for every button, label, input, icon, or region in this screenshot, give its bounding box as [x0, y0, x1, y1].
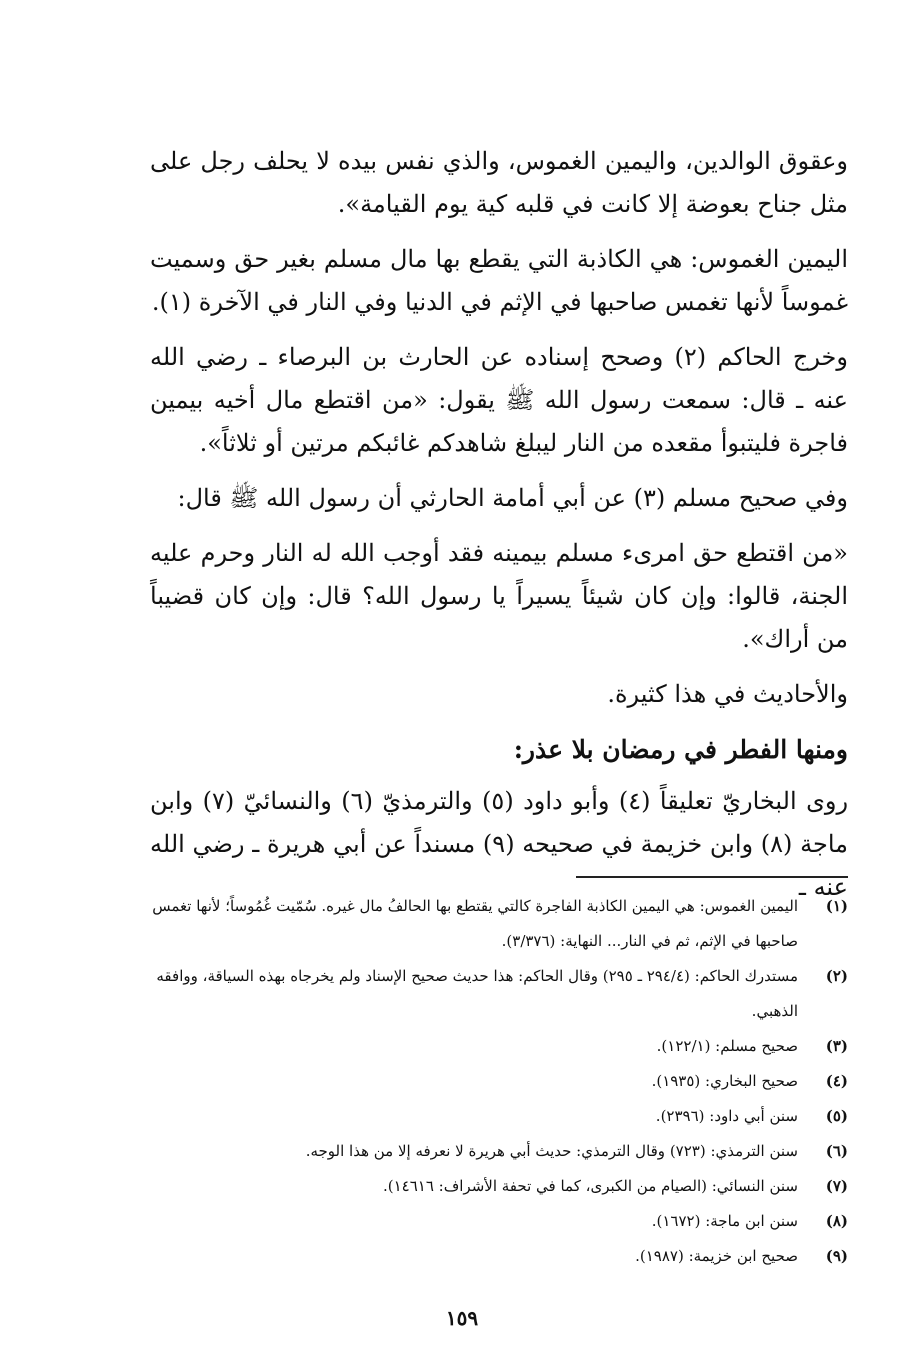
- footnote-5: [150, 1099, 848, 1134]
- footnote-4: [150, 1064, 848, 1099]
- footnote-number: (٧): [825, 1177, 848, 1195]
- paragraph-1: وعقوق الوالدين، واليمين الغموس، والذي نفس بيده لا يحلف رجل على مثل جناح بعوضة إلا كانت في قلبه كية يوم القيامة».: [150, 147, 848, 218]
- footnotes: [150, 889, 848, 1274]
- footnote-text: سنن ابن ماجة: (١٦٧٢).: [651, 1212, 798, 1230]
- footnote-8: [150, 1204, 848, 1239]
- paragraph-4: وفي صحيح مسلم (٣) عن أبي أمامة الحارثي أن رسول الله ﷺ قال:: [177, 484, 848, 512]
- footnote-3: [150, 1029, 848, 1064]
- footnote-text: اليمين الغموس: هي اليمين الكاذبة الفاجرة كالتي يقتطع بها الحالفُ مال غيره. سُمّيت غُمُوساً؛ لأنها تغمس صاحبها في الإثم، ثم في النار... النهاية: (٣/٣٧٦).: [152, 897, 798, 950]
- footnote-number: (٤): [825, 1072, 848, 1090]
- footnote-number: (٥): [825, 1107, 848, 1125]
- footnote-number: (٣): [825, 1037, 848, 1055]
- footnote-text: سنن النسائي: (الصيام من الكبرى، كما في تحفة الأشراف: ١٤٦١٦).: [382, 1177, 798, 1195]
- section-heading: ومنها الفطر في رمضان بلا عذر:: [513, 735, 848, 764]
- page-body: [150, 140, 848, 921]
- paragraph-2: اليمين الغموس: هي الكاذبة التي يقطع بها مال مسلم بغير حق وسميت غموساً لأنها تغمس صاحبها في الإثم في الدنيا وفي النار في الآخرة (١).: [150, 245, 848, 316]
- paragraph-6: والأحاديث في هذا كثيرة.: [607, 680, 848, 708]
- footnote-1: [150, 889, 848, 959]
- footnote-2: [150, 959, 848, 1029]
- footnote-text: صحيح ابن خزيمة: (١٩٨٧).: [635, 1247, 798, 1265]
- paragraph-7: روى البخاريّ تعليقاً (٤) وأبو داود (٥) والترمذيّ (٦) والنسائيّ (٧) وابن ماجة (٨) وابن خزيمة في صحيحه (٩) مسنداً عن أبي هريرة ـ رضي الله عنه ـ: [150, 787, 849, 901]
- paragraph-3: وخرج الحاكم (٢) وصحح إسناده عن الحارث بن البرصاء ـ رضي الله عنه ـ قال: سمعت رسول الله ﷺ يقول: «من اقتطع مال أخيه بيمين فاجرة فليتبوأ مقعده من النار ليبلغ شاهدكم غائبكم مرتين أو ثلاثاً».: [150, 343, 848, 457]
- footnote-number: (١): [825, 897, 848, 915]
- footnote-text: سنن الترمذي: (٧٢٣) وقال الترمذي: حديث أبي هريرة لا نعرفه إلا من هذا الوجه.: [305, 1142, 798, 1160]
- footnote-number: (٨): [825, 1212, 848, 1230]
- footnote-text: سنن أبي داود: (٢٣٩٦).: [655, 1107, 798, 1125]
- footnote-text: مستدرك الحاكم: (٢٩٤/٤ ـ ٢٩٥) وقال الحاكم: هذا حديث صحيح الإسناد ولم يخرجاه بهذه السياقة، ووافقه الذهبي.: [156, 967, 798, 1020]
- footnote-text: صحيح البخاري: (١٩٣٥).: [651, 1072, 798, 1090]
- paragraph-5: «من اقتطع حق امرىء مسلم بيمينه فقد أوجب الله له النار وحرم عليه الجنة، قالوا: وإن كان شيئاً يسيراً يا رسول الله؟ قال: وإن كان قضيباً من أراك».: [150, 539, 848, 653]
- footnote-divider: [576, 876, 848, 878]
- footnote-number: (٩): [825, 1247, 848, 1265]
- footnote-6: [150, 1134, 848, 1169]
- footnote-number: (٦): [825, 1142, 848, 1160]
- footnote-7: [150, 1169, 848, 1204]
- page-number: ١٥٩: [445, 1306, 479, 1330]
- footnote-text: صحيح مسلم: (١٢٢/١).: [656, 1037, 798, 1055]
- footnote-number: (٢): [825, 967, 848, 985]
- footnote-9: [150, 1239, 848, 1274]
